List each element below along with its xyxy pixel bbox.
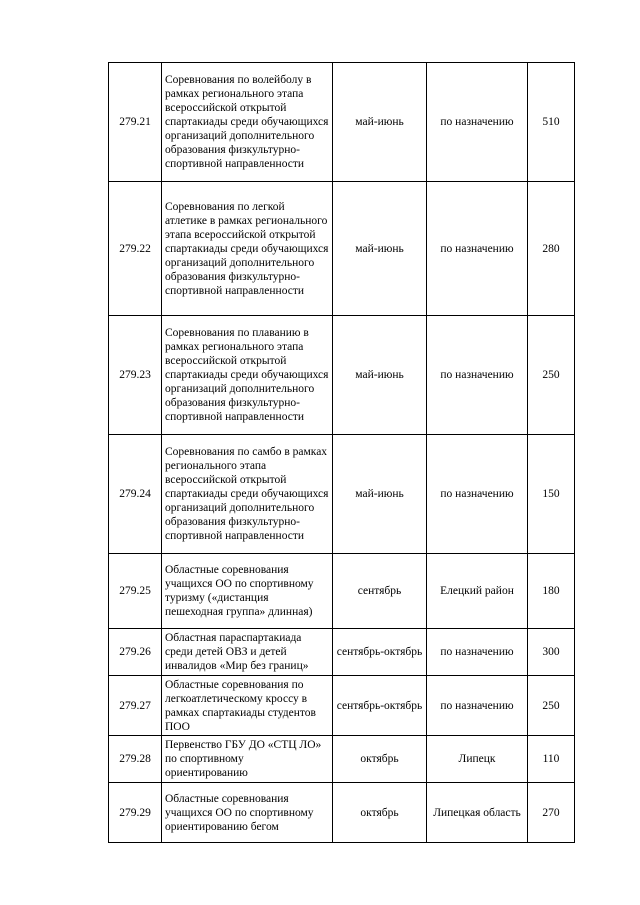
- row-number: 279.24: [109, 435, 162, 554]
- event-date: май-июнь: [333, 63, 427, 182]
- participant-count: 270: [528, 783, 575, 843]
- participant-count: 250: [528, 316, 575, 435]
- table-row: [109, 435, 575, 554]
- row-number: 279.26: [109, 629, 162, 676]
- table-row: [109, 182, 575, 316]
- event-date: сентябрь: [333, 554, 427, 629]
- event-date: май-июнь: [333, 435, 427, 554]
- participant-count: 510: [528, 63, 575, 182]
- event-place: Липецк: [427, 736, 528, 783]
- event-name: Областная параспартакиада среди детей ОВЗ и детей инвалидов «Мир без границ»: [162, 629, 333, 676]
- participant-count: 280: [528, 182, 575, 316]
- event-date: май-июнь: [333, 182, 427, 316]
- row-number: 279.29: [109, 783, 162, 843]
- event-date: май-июнь: [333, 316, 427, 435]
- event-name: Соревнования по легкой атлетике в рамках регионального этапа всероссийской открытой спартакиады среди обучающихся организаций дополнительного образования физкультурно-спортивной направленности: [162, 182, 333, 316]
- row-number: 279.28: [109, 736, 162, 783]
- event-place: по назначению: [427, 676, 528, 736]
- participant-count: 150: [528, 435, 575, 554]
- event-place: по назначению: [427, 316, 528, 435]
- table-row: [109, 63, 575, 182]
- event-name: Соревнования по самбо в рамках регионального этапа всероссийской открытой спартакиады среди обучающихся организаций дополнительного образования физкультурно-спортивной направленности: [162, 435, 333, 554]
- event-place: Липецкая область: [427, 783, 528, 843]
- row-number: 279.25: [109, 554, 162, 629]
- event-name: Областные соревнования учащихся ОО по спортивному туризму («дистанция пешеходная группа» длинная): [162, 554, 333, 629]
- event-place: по назначению: [427, 63, 528, 182]
- event-name: Областные соревнования учащихся ОО по спортивному ориентированию бегом: [162, 783, 333, 843]
- event-place: по назначению: [427, 629, 528, 676]
- event-date: сентябрь-октябрь: [333, 629, 427, 676]
- event-name: Соревнования по волейболу в рамках регионального этапа всероссийской открытой спартакиады среди обучающихся организаций дополнительного образования физкультурно-спортивной направленности: [162, 63, 333, 182]
- participant-count: 110: [528, 736, 575, 783]
- event-date: октябрь: [333, 783, 427, 843]
- table-row: [109, 554, 575, 629]
- events-table: [108, 62, 575, 843]
- event-place: Елецкий район: [427, 554, 528, 629]
- event-name: Первенство ГБУ ДО «СТЦ ЛО» по спортивному ориентированию: [162, 736, 333, 783]
- event-place: по назначению: [427, 435, 528, 554]
- participant-count: 180: [528, 554, 575, 629]
- table-row: [109, 676, 575, 736]
- participant-count: 250: [528, 676, 575, 736]
- table-row: [109, 629, 575, 676]
- participant-count: 300: [528, 629, 575, 676]
- row-number: 279.21: [109, 63, 162, 182]
- table-row: [109, 783, 575, 843]
- row-number: 279.23: [109, 316, 162, 435]
- row-number: 279.22: [109, 182, 162, 316]
- event-name: Соревнования по плаванию в рамках регионального этапа всероссийской открытой спартакиады среди обучающихся организаций дополнительного образования физкультурно-спортивной направленности: [162, 316, 333, 435]
- event-date: октябрь: [333, 736, 427, 783]
- event-date: сентябрь-октябрь: [333, 676, 427, 736]
- table-row: [109, 316, 575, 435]
- event-place: по назначению: [427, 182, 528, 316]
- event-name: Областные соревнования по легкоатлетическому кроссу в рамках спартакиады студентов ПОО: [162, 676, 333, 736]
- row-number: 279.27: [109, 676, 162, 736]
- table-row: [109, 736, 575, 783]
